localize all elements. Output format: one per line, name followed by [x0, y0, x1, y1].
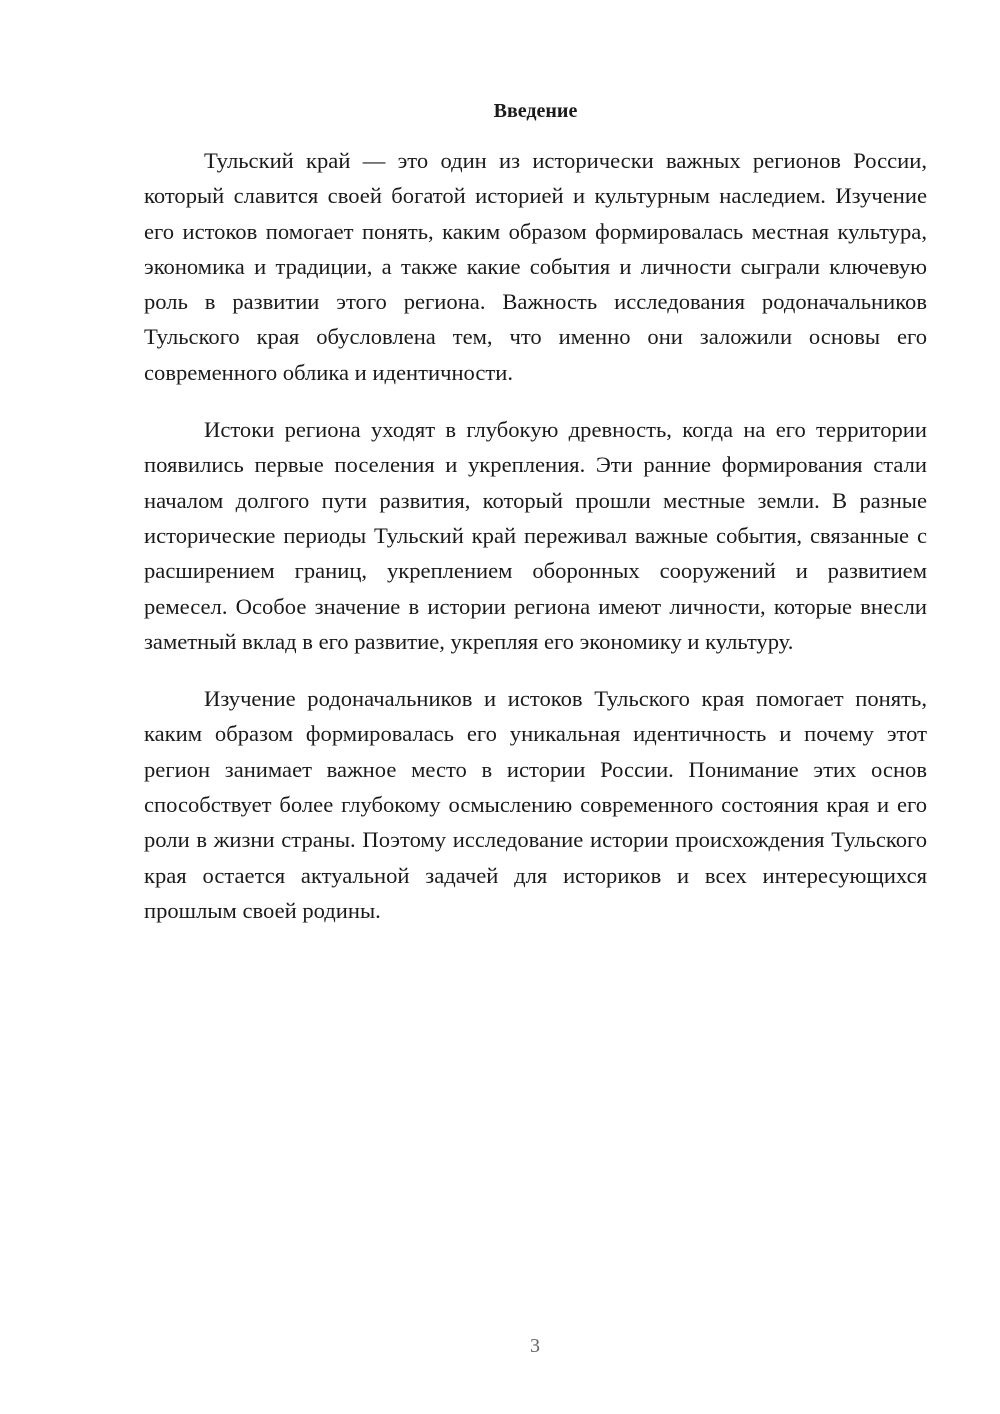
body-text: [144, 143, 927, 928]
paragraph-1: Тульский край — это один из исторически важных регионов России, который славится своей богатой историей и культурным наследием. Изучение его истоков помогает понять, каким образом формировалась местная культура, экономика и традиции, а также какие события и личности сыграли ключевую роль в развитии этого региона. Важность исследования родоначальников Тульского края обусловлена тем, что именно они заложили основы его современного облика и идентичности.: [144, 148, 927, 385]
paragraph-3: Изучение родоначальников и истоков Тульского края помогает понять, каким образом формировалась его уникальная идентичность и почему этот регион занимает важное место в истории России. Понимание этих основ способствует более глубокому осмыслению современного состояния края и его роли в жизни страны. Поэтому исследование истории происхождения Тульского края остается актуальной задачей для историков и всех интересующихся прошлым своей родины.: [144, 686, 927, 923]
paragraph-2: Истоки региона уходят в глубокую древность, когда на его территории появились первые поселения и укрепления. Эти ранние формирования стали началом долгого пути развития, который прошли местные земли. В разные исторические периоды Тульский край переживал важные события, связанные с расширением границ, укреплением оборонных сооружений и развитием ремесел. Особое значение в истории региона имеют личности, которые внесли заметный вклад в его развитие, укрепляя его экономику и культуру.: [144, 417, 927, 654]
section-heading: Введение: [493, 100, 578, 122]
page-number: 3: [530, 1335, 540, 1357]
